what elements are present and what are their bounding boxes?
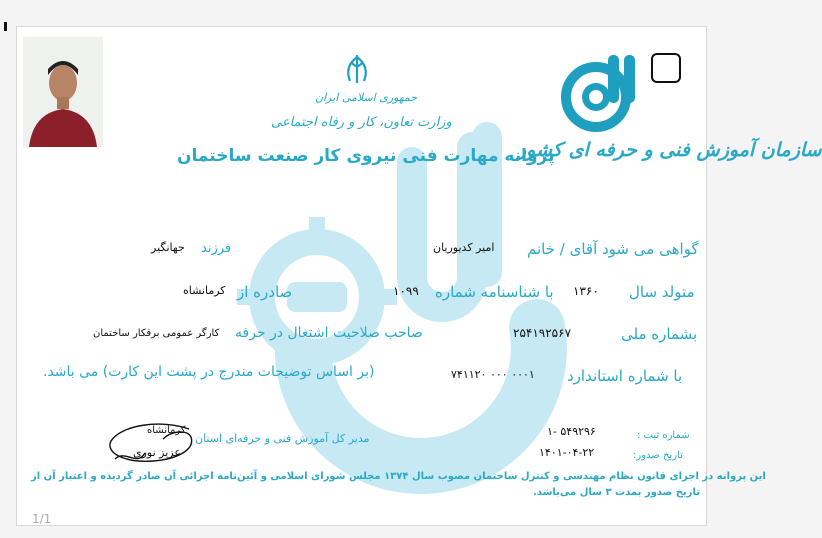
father-name: جهانگیر — [151, 241, 185, 254]
iran-emblem-icon — [340, 53, 374, 87]
national-id-label: بشماره ملی — [621, 325, 698, 343]
republic-label: جمهوری اسلامی ایران — [315, 91, 418, 104]
portrait-image — [23, 37, 103, 147]
trade-name: کارگر عمومی برقکار ساختمان — [93, 328, 220, 339]
id-number: ۱۰۹۹ — [393, 284, 419, 298]
issue-date: ۱۴۰۱-۰۴-۲۲ — [539, 446, 595, 459]
line1-prefix: گواهی می شود آقای / خانم — [527, 240, 699, 258]
issued-from: کرمانشاه — [183, 284, 226, 297]
organization-name: سازمان آموزش فنی و حرفه ای کشور — [517, 139, 822, 161]
signer-name: عزیز نوری — [133, 446, 181, 459]
holder-name: امیر کدیوریان — [433, 241, 495, 254]
tvto-logo-icon — [548, 49, 648, 131]
standard-label: با شماره استاندارد — [567, 367, 683, 385]
province-name: کرمانشاه — [147, 425, 186, 436]
reg-no-label: شماره ثبت : — [637, 430, 690, 441]
standard-note: (بر اساس توضیحات مندرج در پشت این کارت) می باشد. — [43, 364, 375, 380]
legal-note-1: این پروانه در اجرای قانون نظام مهندسی و کنترل ساختمان مصوب سال ۱۳۷۴ مجلس شورای اسلامی و آئین‌نامه اجرائی آن صادر گردیده و اعتبار آن از — [31, 471, 766, 482]
legal-note-2: تاریخ صدور بمدت ۳ سال می‌باشد. — [533, 487, 700, 498]
id-number-label: با شناسنامه شماره — [435, 283, 554, 301]
issue-date-label: تاریخ صدور: — [633, 450, 683, 461]
reg-no: ۵۴۹۲۹۶ -۱ — [547, 425, 596, 438]
national-id: ۲۵۴۱۹۲۵۶۷ — [513, 326, 572, 340]
certificate-card — [16, 26, 822, 526]
ministry-label: وزارت تعاون، کار و رفاه اجتماعی — [271, 115, 452, 130]
birth-year: ۱۳۶۰ — [573, 284, 599, 298]
born-label: متولد سال — [629, 283, 695, 301]
director-title: مدیر کل آموزش فنی و حرفه‌ای استان — [195, 432, 370, 445]
select-checkbox[interactable] — [651, 53, 681, 83]
status-marker — [4, 22, 7, 31]
competence-label: صاحب صلاحیت اشتغال در حرفه — [235, 325, 423, 341]
holder-photo — [23, 37, 103, 147]
issued-from-label: صادره از — [237, 283, 293, 301]
signature-image — [101, 419, 201, 471]
page-indicator: 1/1 — [32, 512, 52, 526]
certificate-title: پروانه مهارت فنی نیروی کار صنعت ساختمان — [177, 146, 555, 166]
standard-number: ۰۰۰۱ ۰۰۰ ۷۴۱۱۲۰ — [451, 368, 535, 381]
child-of-label: فرزند — [201, 241, 232, 256]
